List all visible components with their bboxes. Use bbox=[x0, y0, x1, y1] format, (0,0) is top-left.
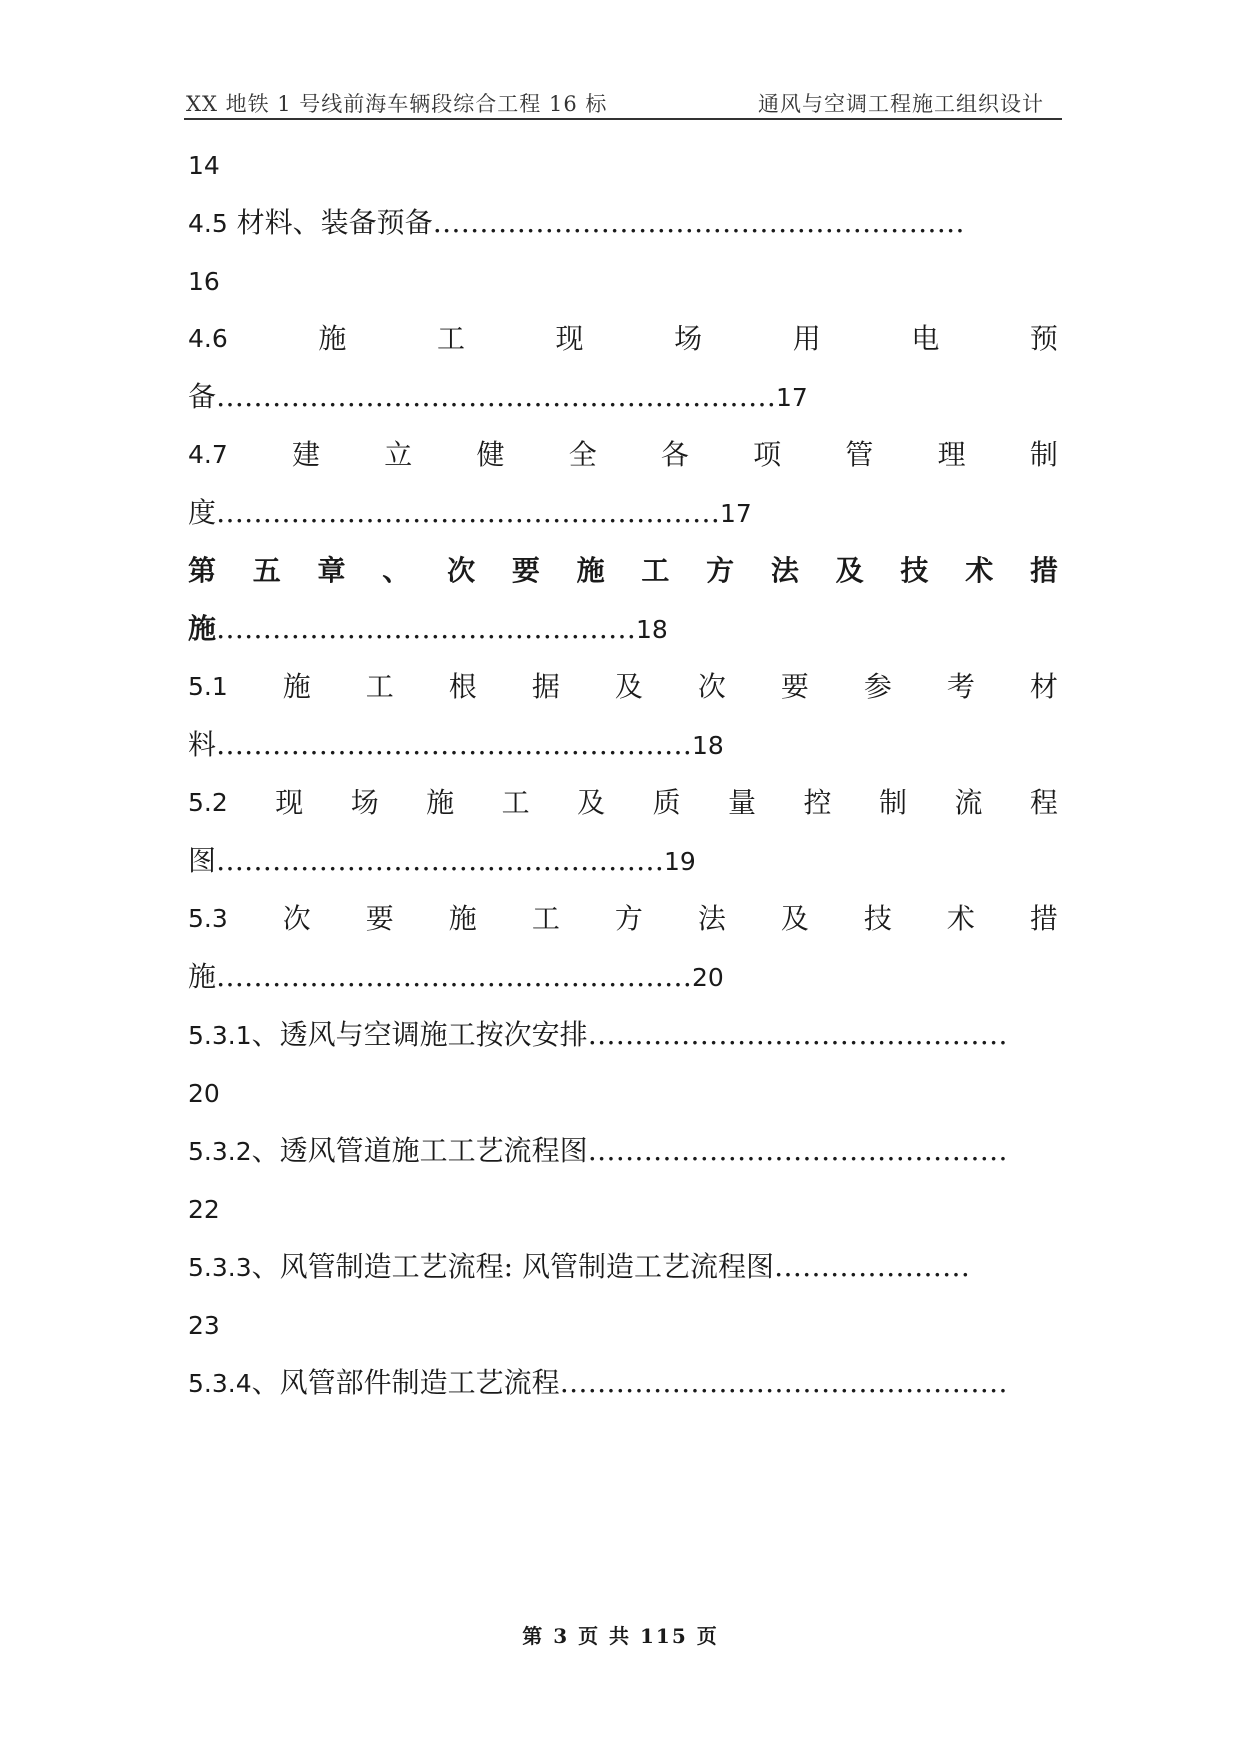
toc-entry-5-1[interactable]: 5.1 施 工 根 据 及 次 要 参 考 材 bbox=[188, 670, 1058, 703]
toc-entry-5-1-cont[interactable]: 料……………………………………………18 bbox=[188, 728, 724, 761]
toc-entry-5-3-1[interactable]: 5.3.1、透风与空调施工按次安排……………………………………… bbox=[188, 1018, 1008, 1051]
toc-chapter-5[interactable]: 第 五 章 、 次 要 施 工 方 法 及 技 术 措 bbox=[188, 554, 1058, 587]
toc-entry-4-7[interactable]: 4.7 建 立 健 全 各 项 管 理 制 bbox=[188, 438, 1058, 471]
toc-entry-4-6-cont[interactable]: 备……………………………………………………17 bbox=[188, 380, 808, 413]
page-header bbox=[184, 88, 1062, 120]
toc-chapter-5-cont[interactable]: 施………………………………………18 bbox=[188, 612, 668, 645]
toc-entry-5-2-cont[interactable]: 图…………………………………………19 bbox=[188, 844, 696, 877]
toc-entry-5-3[interactable]: 5.3 次 要 施 工 方 法 及 技 术 措 bbox=[188, 902, 1058, 935]
toc-page-number: 16 bbox=[188, 267, 220, 296]
toc-entry-5-3-2[interactable]: 5.3.2、透风管道施工工艺流程图……………………………………… bbox=[188, 1134, 1008, 1167]
toc-page-number: 14 bbox=[188, 151, 220, 180]
toc-entry-4-6[interactable]: 4.6 施 工 现 场 用 电 预 bbox=[188, 322, 1058, 355]
toc-entry-5-3-4[interactable]: 5.3.4、风管部件制造工艺流程………………………………………… bbox=[188, 1366, 1008, 1399]
toc-page-number: 20 bbox=[188, 1079, 220, 1108]
header-project-title: XX 地铁 1 号线前海车辆段综合工程 16 标 bbox=[186, 92, 608, 116]
toc-entry-4-7-cont[interactable]: 度………………………………………………17 bbox=[188, 496, 752, 529]
toc-page-number: 23 bbox=[188, 1311, 220, 1340]
toc-entry-4-5[interactable]: 4.5 材料、装备预备………………………………………………… bbox=[188, 206, 965, 239]
header-document-title: 通风与空调工程施工组织设计 bbox=[758, 92, 1044, 116]
page-footer: 第 3 页 共 115 页 bbox=[522, 1624, 719, 1648]
toc-page-number: 22 bbox=[188, 1195, 220, 1224]
toc-entry-5-3-3[interactable]: 5.3.3、风管制造工艺流程: 风管制造工艺流程图………………… bbox=[188, 1250, 970, 1283]
toc-entry-5-3-cont[interactable]: 施……………………………………………20 bbox=[188, 960, 724, 993]
toc-entry-5-2[interactable]: 5.2 现 场 施 工 及 质 量 控 制 流 程 bbox=[188, 786, 1058, 819]
